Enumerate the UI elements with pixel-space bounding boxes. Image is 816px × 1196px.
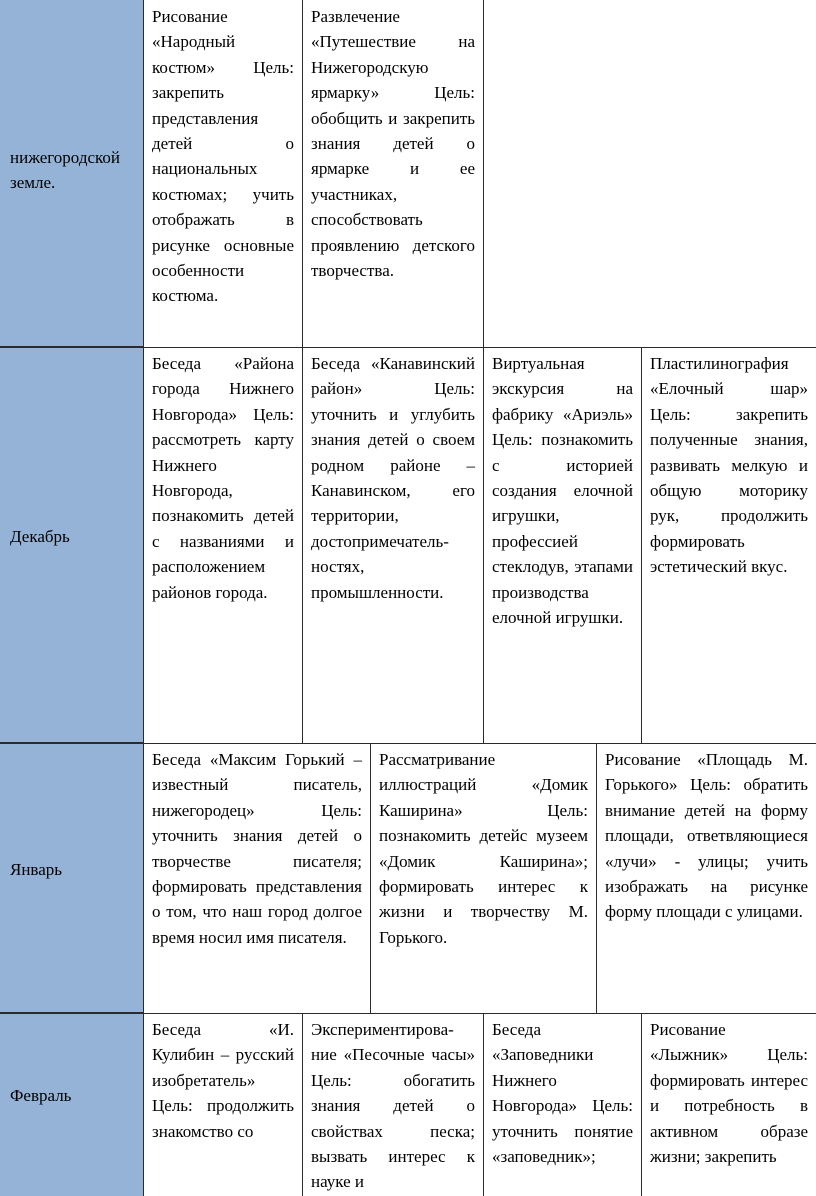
activity-cell-ariel-factory-tour: Виртуальная экскурсия на фабрику «Ариэль» Цель: познакомить с историей создания елочной игрушки, профессией стеклодув, этапами производства елочной игрушки. (492, 354, 633, 628)
activity-cell-sand-clock-experiment: Экспериментирова-ние «Песочные часы» Цель: обогатить знания детей о свойствах песка; вызвать интерес к науке и (311, 1020, 475, 1192)
activity-cell-folk-costume-drawing: Рисование «Народный костюм» Цель: закрепить представления детей о национальных костюмах; учить отображать в рисунке основные особенности костюма. (152, 7, 294, 306)
activity-cell-plasticine-ball: Пластилинография «Елочный шар» Цель: закрепить полученные знания, развивать мелкую и общую моторику рук, продолжить формировать эстетический вкус. (650, 354, 808, 577)
row-divider (0, 347, 816, 348)
activity-cell-skier-drawing: Рисование «Лыжник» Цель: формировать интерес и потребность в активном образе жизни; закрепить (650, 1020, 808, 1167)
month-label: Декабрь (10, 527, 70, 546)
row-divider (0, 1013, 816, 1014)
column-divider (302, 1013, 303, 1196)
column-divider (483, 347, 484, 743)
month-cell-january (0, 743, 144, 1013)
column-divider (302, 0, 303, 348)
month-cell-december (0, 347, 144, 743)
column-divider (641, 1013, 642, 1196)
activity-cell-kashirin-house: Рассматривание иллюстраций «Домик Каширина» Цель: познакомить детейс музеем «Домик Каширина»; формировать интерес к жизни и творчеству М. Горького. (379, 750, 588, 947)
activity-cell-gorky-square: Рисование «Площадь М. Горького» Цель: обратить внимание детей на форму площади, ответвляющиеся «лучи» - улицы; учить изображать на рисунке форму площади с улицами. (605, 750, 808, 922)
activity-cell-fair-journey: Развлечение «Путешествие на Нижегородскую ярмарку» Цель: обобщить и закрепить знания детей о ярмарке и ее участниках, способствовать проявлению детского творчества. (311, 7, 475, 281)
row-divider (0, 743, 816, 744)
column-divider (483, 1013, 484, 1196)
column-divider (483, 0, 484, 348)
column-divider (302, 347, 303, 743)
month-cell-february (0, 1013, 144, 1196)
activity-cell-kulibin: Беседа «И. Кулибин – русский изобретатель» Цель: продолжить знакомство со (152, 1020, 294, 1141)
column-divider (641, 347, 642, 743)
activity-cell-kanavinsky-district: Беседа «Канавинский район» Цель: уточнить и углубить знания детей о своем родном районе – Канавинском, его территории, достопримечатель-ностях, промышленности. (311, 354, 475, 602)
month-label: нижегородской земле. (10, 148, 121, 192)
month-label: Январь (10, 860, 63, 879)
column-divider (370, 743, 371, 1013)
activity-cell-nature-reserves: Беседа «Заповедники Нижнего Новгорода» Цель: уточнить понятие «заповедник»; (492, 1020, 633, 1167)
month-cell-continuation (0, 0, 144, 347)
column-divider (596, 743, 597, 1013)
activity-cell-maxim-gorky: Беседа «Максим Горький – известный писатель, нижегородец» Цель: уточнить знания детей о творчестве писателя; формировать представления о том, что наш город долгое время носил имя писателя. (152, 750, 362, 947)
activity-cell-city-districts: Беседа «Района города Нижнего Новгорода» Цель: рассмотреть карту Нижнего Новгорода, познакомить детей с названиями и расположением районов города. (152, 354, 294, 602)
month-label: Февраль (10, 1086, 72, 1105)
